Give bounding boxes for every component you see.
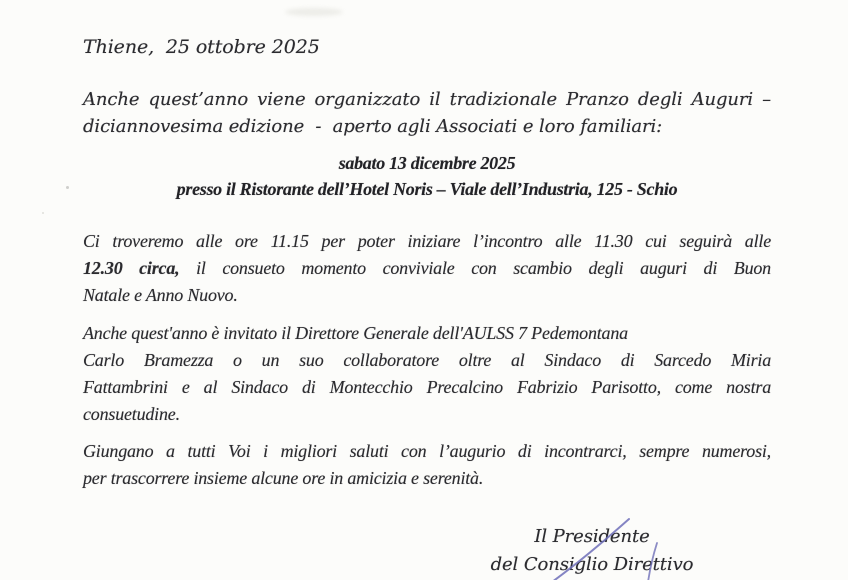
signature-title: Il Presidente bbox=[534, 526, 650, 547]
schedule-line-2 bbox=[83, 255, 771, 282]
dateline-block bbox=[83, 34, 771, 61]
schedule-line-3: Natale e Anno Nuovo. bbox=[83, 285, 238, 305]
closing-paragraph bbox=[83, 438, 771, 492]
signature-block bbox=[427, 523, 757, 579]
event-date: sabato 13 dicembre 2025 bbox=[338, 153, 516, 173]
signature-subtitle: del Consiglio Direttivo bbox=[490, 554, 694, 575]
intro-line-1: Anche quest’anno viene organizzato il tradizionale Pranzo degli Auguri – bbox=[83, 89, 771, 110]
event-block bbox=[83, 150, 771, 202]
event-location: presso il Ristorante dell’Hotel Noris – Viale dell’Industria, 125 - Schio bbox=[176, 179, 678, 199]
intro-paragraph bbox=[83, 86, 771, 140]
closing-line-2: per trascorrere insieme alcune ore in amicizia e serenità. bbox=[83, 468, 484, 488]
guests-line-1: Anche quest'anno è invitato il Direttore Generale dell'AULSS 7 Pedemontana bbox=[83, 323, 628, 343]
guests-paragraph bbox=[83, 320, 771, 428]
schedule-line-1: Ci troveremo alle ore 11.15 per poter iniziare l’incontro alle 11.30 cui seguirà alle bbox=[83, 231, 771, 251]
guests-line-3: Fattambrini e al Sindaco di Montecchio Precalcino Fabrizio Parisotto, come nostra bbox=[83, 377, 771, 397]
schedule-paragraph bbox=[83, 228, 771, 309]
schedule-time-emphasis: 12.30 circa, bbox=[83, 258, 180, 278]
intro-line-2: diciannovesima edizione - aperto agli Associati e loro familiari: bbox=[83, 116, 663, 137]
schedule-line-2-rest: il consueto momento conviviale con scambio degli auguri di Buon bbox=[179, 258, 771, 278]
dateline: Thiene, 25 ottobre 2025 bbox=[83, 36, 320, 58]
guests-line-4: consuetudine. bbox=[83, 404, 180, 424]
closing-line-1: Giungano a tutti Voi i migliori saluti con l’augurio di incontrarci, sempre numerosi, bbox=[83, 441, 771, 461]
scan-smudge bbox=[285, 8, 343, 16]
scan-speck bbox=[66, 186, 69, 189]
scan-speck bbox=[42, 212, 44, 214]
guests-line-2: Carlo Bramezza o un suo collaboratore oltre al Sindaco di Sarcedo Miria bbox=[83, 350, 771, 370]
